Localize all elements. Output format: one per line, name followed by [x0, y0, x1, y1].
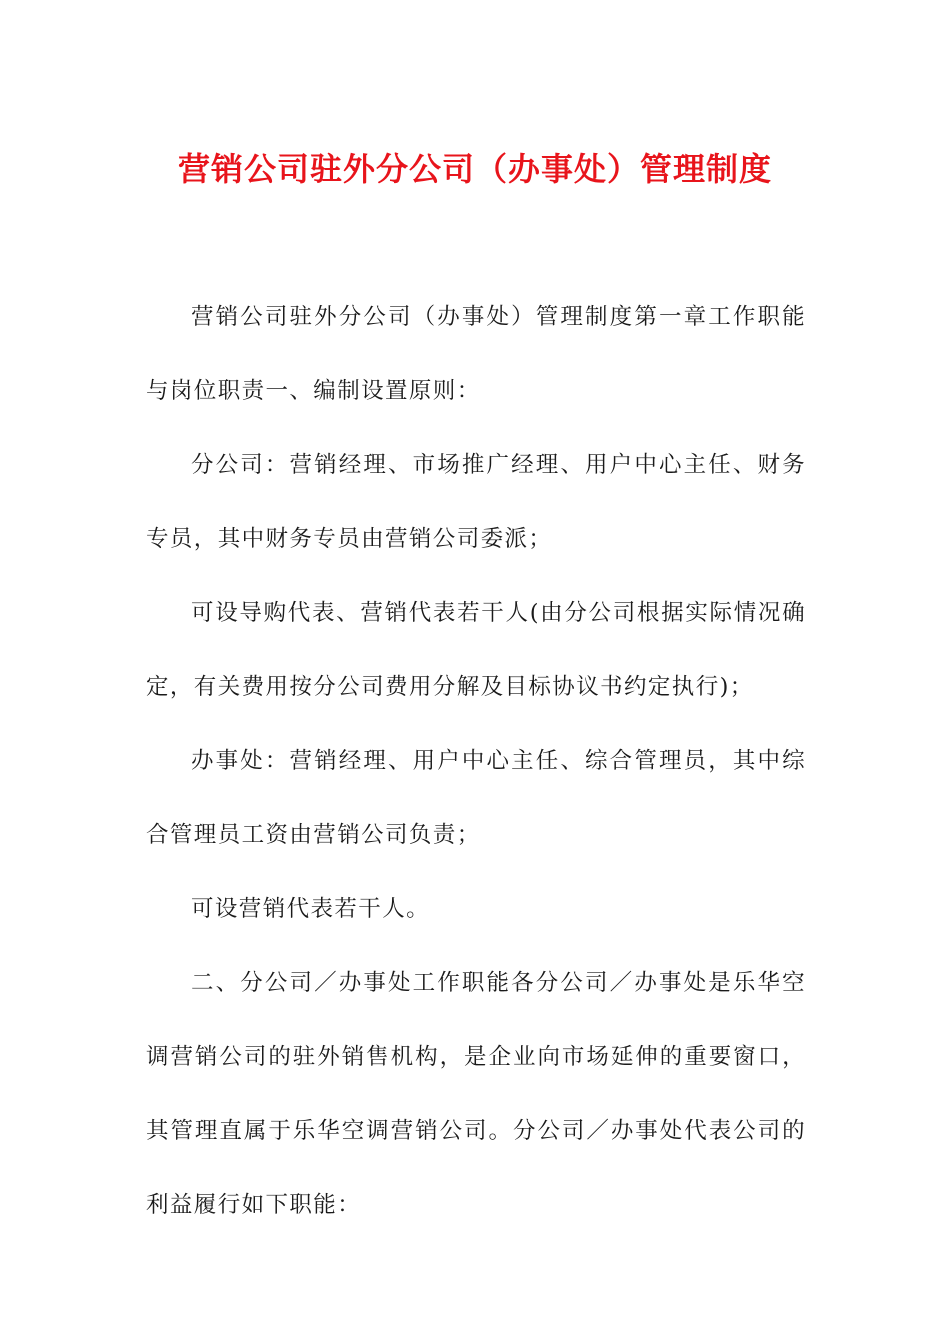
paragraph-office-positions: 办事处：营销经理、用户中心主任、综合管理员，其中综合管理员工资由营销公司负责； — [146, 748, 806, 848]
document-title: 营销公司驻外分公司（办事处）管理制度 — [177, 150, 772, 188]
document-body — [146, 280, 806, 1242]
paragraph-branch-positions: 分公司：营销经理、市场推广经理、用户中心主任、财务专员，其中财务专员由营销公司委派； — [146, 452, 806, 552]
paragraph-staffing-principles: 营销公司驻外分公司（办事处）管理制度第一章工作职能与岗位职责一、编制设置原则： — [146, 304, 806, 404]
paragraph-branch-representatives: 可设导购代表、营销代表若干人(由分公司根据实际情况确定，有关费用按分公司费用分解及目标协议书约定执行)； — [146, 600, 806, 700]
paragraph-office-representatives: 可设营销代表若干人。 — [191, 896, 431, 922]
paragraph-work-functions: 二、分公司／办事处工作职能各分公司／办事处是乐华空调营销公司的驻外销售机构，是企业向市场延伸的重要窗口，其管理直属于乐华空调营销公司。分公司／办事处代表公司的利益履行如下职能： — [146, 970, 806, 1218]
